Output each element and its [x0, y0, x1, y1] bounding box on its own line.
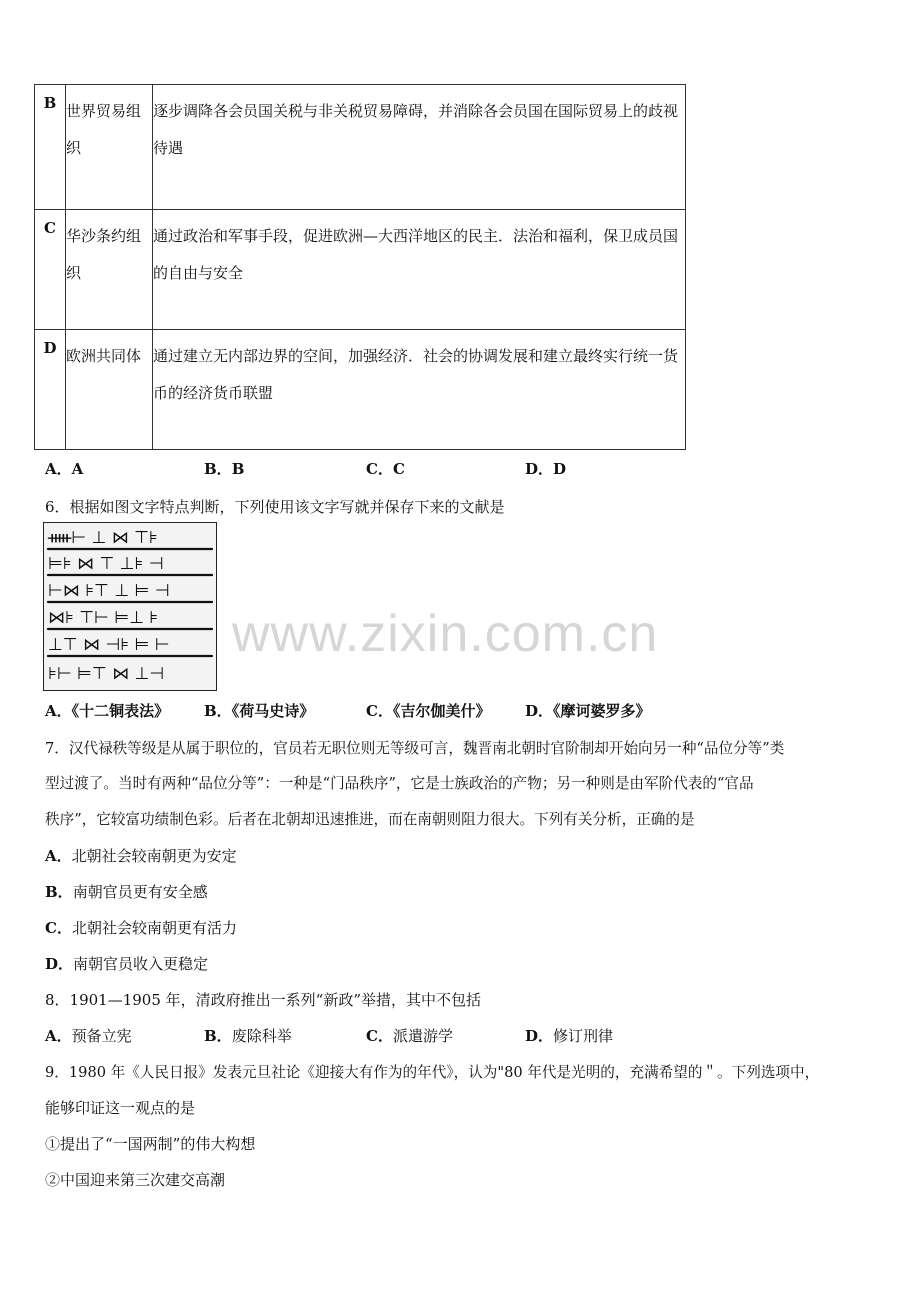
q5-option-c: C．C [366, 460, 405, 478]
svg-text:⋈⊧ ⊤⊢ ⊨⊥ ⊧: ⋈⊧ ⊤⊢ ⊨⊥ ⊧ [48, 608, 159, 628]
svg-text:⊨⊧ ⋈ ⊤ ⊥⊧ ⊣: ⊨⊧ ⋈ ⊤ ⊥⊧ ⊣ [48, 554, 164, 574]
org-description: 通过政治和军事手段，促进欧洲—大西洋地区的民主．法治和福利，保卫成员国的自由与安全 [153, 227, 679, 282]
q8-option-c: C．派遣游学 [366, 1027, 453, 1045]
svg-text:⊢⋈ ⊧⊤ ⊥ ⊨ ⊣: ⊢⋈ ⊧⊤ ⊥ ⊨ ⊣ [48, 581, 170, 601]
row-letter: D [35, 330, 66, 450]
q7-stem-line1: 7．汉代禄秩等级是从属于职位的，官员若无职位则无等级可言，魏晋南北朝时官阶制却开始向另一种“品位分等”类 [45, 740, 785, 757]
watermark: www.zixin.com.cn [232, 605, 659, 663]
svg-text:⊧⊢ ⊨⊤ ⋈ ⊥⊣: ⊧⊢ ⊨⊤ ⋈ ⊥⊣ [48, 664, 165, 684]
q7-option-c: C．北朝社会较南朝更有活力 [45, 919, 237, 937]
q7-option-b: B．南朝官员更有安全感 [45, 883, 208, 901]
q5-option-b: B．B [204, 460, 245, 478]
q6-option-c: C．《吉尔伽美什》 [366, 702, 491, 720]
q8-option-b: B．废除科举 [204, 1027, 292, 1045]
q6-stem: 6．根据如图文字特点判断，下列使用该文字写就并保存下来的文献是 [45, 498, 505, 516]
q7-stem-line3: 秩序”，它较富功绩制色彩。后者在北朝却迅速推进，而在南朝则阻力很大。下列有关分析，正确的是 [45, 811, 695, 828]
table-row [35, 210, 686, 330]
org-description: 通过建立无内部边界的空间，加强经济．社会的协调发展和建立最终实行统一货币的经济货币联盟 [153, 347, 679, 402]
table-row [35, 330, 686, 450]
q6-option-b: B．《荷马史诗》 [204, 702, 315, 720]
q9-stem-line2: 能够印证这一观点的是 [45, 1099, 196, 1117]
table-row [35, 85, 686, 210]
org-name: 欧洲共同体 [66, 347, 142, 365]
row-letter: C [35, 210, 66, 330]
q9-item-1: ①提出了“一国两制”的伟大构想 [45, 1135, 256, 1153]
q7-option-d: D．南朝官员收入更稳定 [45, 955, 209, 973]
q9-item-2: ②中国迎来第三次建交高潮 [45, 1171, 226, 1189]
q5-option-a: A．A [45, 460, 84, 478]
q7-option-a: A．北朝社会较南朝更为安定 [45, 847, 237, 865]
q8-option-d: D．修订刑律 [525, 1027, 614, 1045]
q7-stem-line2: 型过渡了。当时有两种“品位分等”：一种是“门品秩序”，它是士族政治的产物；另一种则是由军阶代表的“官品 [45, 775, 754, 792]
q6-option-d: D．《摩诃婆罗多》 [525, 702, 651, 720]
q6-option-a: A．《十二铜表法》 [45, 702, 170, 720]
options-table [34, 84, 686, 450]
q9-stem-line1: 9．1980 年《人民日报》发表元旦社论《迎接大有作为的年代》，认为"80 年代是光明的，充满希望的＂。下列选项中， [45, 1064, 820, 1081]
q8-stem: 8．1901—1905 年，清政府推出一系列“新政”举措，其中不包括 [45, 991, 481, 1009]
svg-text:ᚔ⊢ ⊥ ⋈ ⊤⊧: ᚔ⊢ ⊥ ⋈ ⊤⊧ [48, 528, 158, 548]
row-letter: B [35, 85, 66, 210]
q8-option-a: A．预备立宪 [45, 1027, 132, 1045]
org-name: 华沙条约组织 [66, 227, 142, 282]
org-name: 世界贸易组织 [66, 102, 142, 157]
cuneiform-tablet-image [43, 522, 217, 691]
org-description: 逐步调降各会员国关税与非关税贸易障碍，并消除各会员国在国际贸易上的歧视待遇 [153, 102, 679, 157]
q5-option-d: D．D [525, 460, 567, 478]
svg-text:⊥⊤ ⋈ ⊣⊧ ⊨ ⊢: ⊥⊤ ⋈ ⊣⊧ ⊨ ⊢ [48, 635, 170, 655]
